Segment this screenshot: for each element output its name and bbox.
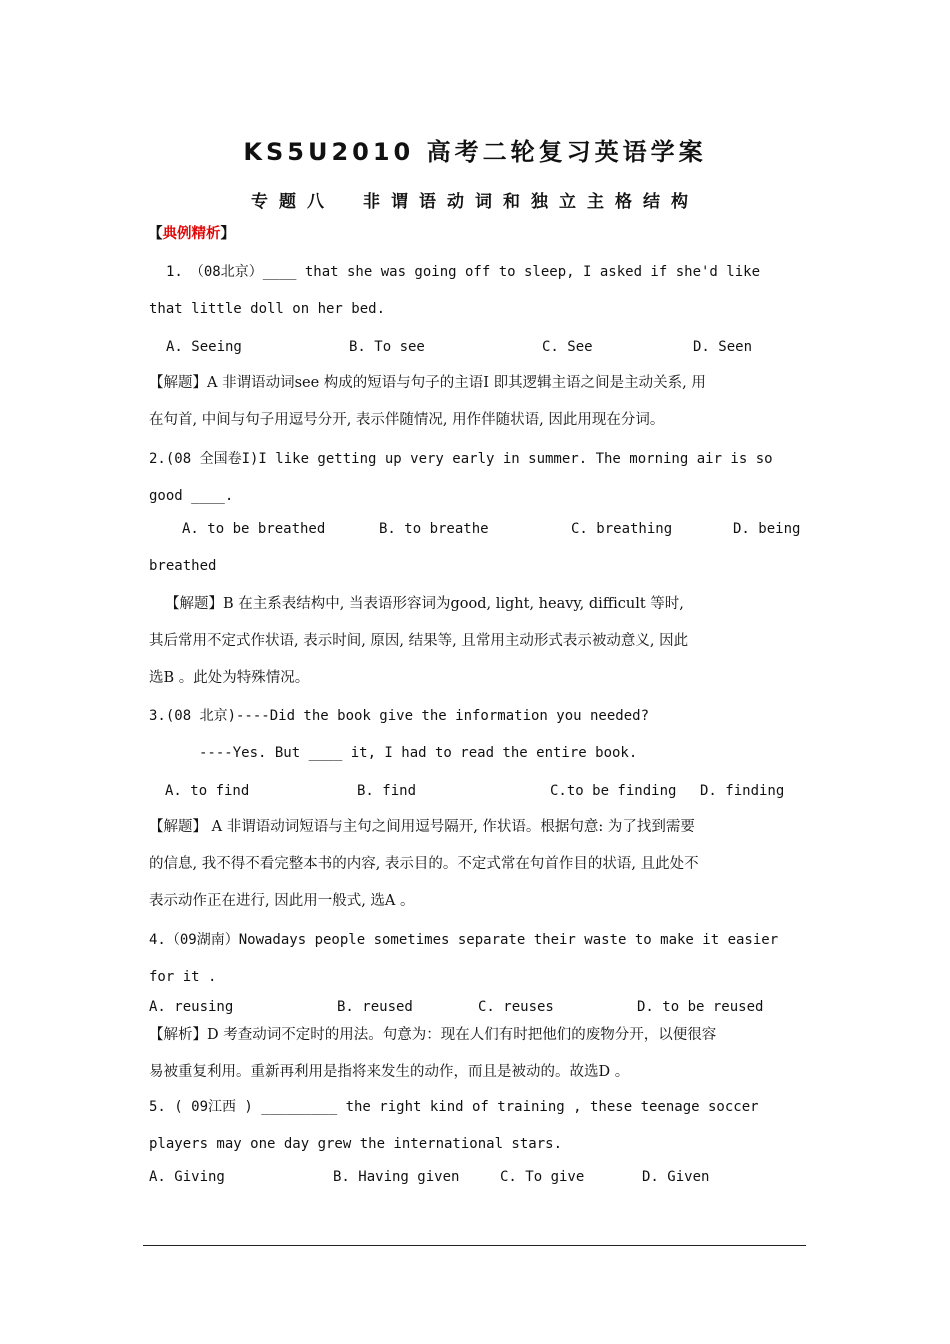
question-5-option-a: A. Giving [149, 1169, 225, 1185]
question-1-option-d: D. Seen [693, 339, 753, 355]
question-3-option-b: B. find [357, 783, 417, 799]
question-1-explanation-line-2: 在句首, 中间与句子用逗号分开, 表示伴随情况, 用作伴随状语, 因此用现在分词。 [149, 412, 665, 428]
page-subtitle: 专题八 非谓语动词和独立主格结构 [251, 192, 699, 212]
question-3-explanation-line-1: 【解题】 A 非谓语动词短语与主句之间用逗号隔开, 作状语。根据句意: 为了找到需要 [149, 819, 695, 835]
question-4-explanation-line-2: 易被重复利用。重新再利用是指将来发生的动作，而且是被动的。故选D 。 [149, 1064, 630, 1080]
question-2-stem-line-1: 2.(08 全国卷I)I like getting up very early in summer. The morning air is so [149, 451, 773, 467]
question-2-option-d: D. being [733, 521, 801, 537]
question-2-explanation-line-2: 其后常用不定式作状语, 表示时间, 原因, 结果等, 且常用主动形式表示被动意义, 因此 [149, 633, 689, 649]
question-5-option-c: C. To give [500, 1169, 585, 1185]
question-1-option-b: B. To see [349, 339, 425, 355]
question-4-option-b: B. reused [337, 999, 413, 1015]
explanation-tag: 【解题】 [149, 819, 207, 835]
explanation-tag: 【解析】 [149, 1027, 207, 1043]
question-4-stem-line-2: for it . [149, 969, 217, 985]
question-1-option-c: C. See [542, 339, 593, 355]
question-4-option-d: D. to be reused [637, 999, 764, 1015]
question-1-explanation-line-1: 【解题】A 非谓语动词see 构成的短语与句子的主语I 即其逻辑主语之间是主动关系, 用 [149, 375, 706, 391]
question-2-option-d-wrap: breathed [149, 558, 217, 574]
question-4-explanation-line-1: 【解析】D 考查动词不定时的用法。句意为：现在人们有时把他们的废物分开，以便很容 [149, 1027, 717, 1043]
explanation-tag: 【解题】 [165, 596, 223, 612]
section-heading: 【典例精析】 [148, 225, 235, 242]
explanation-tag: 【解题】 [149, 375, 207, 391]
question-5-stem-line-1: 5. ( 09江西 ) _________ the right kind of training , these teenage soccer [149, 1099, 759, 1115]
section-heading-label: 典例精析 [162, 225, 221, 242]
question-2-explanation-line-1: 【解题】B 在主系表结构中, 当表语形容词为good, light, heavy, difficult 等时, [165, 596, 684, 612]
question-1-option-a: A. Seeing [166, 339, 242, 355]
question-1-stem-line-2: that little doll on her bed. [149, 301, 386, 317]
question-5-stem-line-2: players may one day grew the international stars. [149, 1136, 563, 1152]
footer-divider [143, 1245, 806, 1246]
question-3-option-c: C.to be finding [550, 783, 677, 799]
question-4-option-a: A. reusing [149, 999, 234, 1015]
question-5-option-b: B. Having given [333, 1169, 460, 1185]
question-2-option-a: A. to be breathed [182, 521, 326, 537]
question-2-option-b: B. to breathe [379, 521, 489, 537]
question-3-option-a: A. to find [165, 783, 250, 799]
question-3-explanation-line-3: 表示动作正在进行, 因此用一般式, 选A 。 [149, 893, 415, 909]
question-3-stem-line-2: ----Yes. But ____ it, I had to read the entire book. [199, 745, 638, 761]
question-4-stem-line-1: 4.（09湖南）Nowadays people sometimes separate their waste to make it easier [149, 932, 779, 948]
question-1-stem-line-1: 1. （08北京）____ that she was going off to sleep, I asked if she'd like [166, 264, 761, 280]
question-2-explanation-line-3: 选B 。此处为特殊情况。 [149, 670, 310, 686]
question-4-option-c: C. reuses [478, 999, 554, 1015]
question-3-stem-line-1: 3.(08 北京)----Did the book give the information you needed? [149, 708, 650, 724]
page-title: KS5U2010 高考二轮复习英语学案 [243, 138, 707, 166]
question-5-option-d: D. Given [642, 1169, 710, 1185]
question-2-stem-line-2: good ____. [149, 488, 234, 504]
question-3-explanation-line-2: 的信息, 我不得不看完整本书的内容, 表示目的。不定式常在句首作目的状语, 且此处不 [149, 856, 699, 872]
question-3-option-d: D. finding [700, 783, 785, 799]
question-2-option-c: C. breathing [571, 521, 673, 537]
